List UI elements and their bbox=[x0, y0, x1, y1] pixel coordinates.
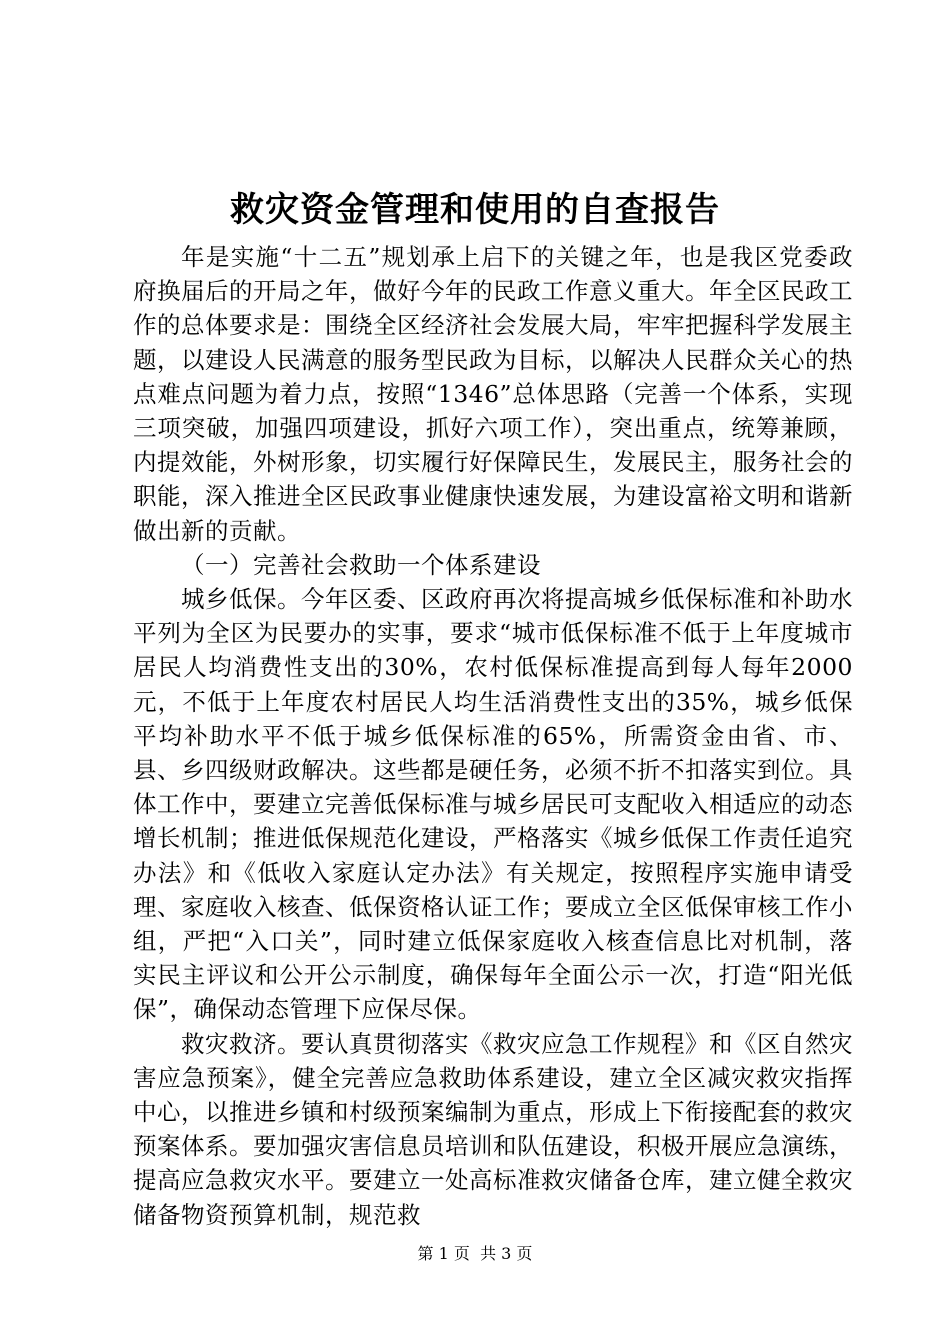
disaster-relief-paragraph: 救灾救济。要认真贯彻落实《救灾应急工作规程》和《区自然灾害应急预案》，健全完善应急救助体系建设，建立全区减灾救灾指挥中心，以推进乡镇和村级预案编制为重点，形成上下衔接配套的救灾预案体系。要加强灾害信息员培训和队伍建设，积极开展应急演练，提高应急救灾水平。要建立一处高标准救灾储备仓库，建立健全救灾储备物资预算机制，规范救 bbox=[133, 1029, 853, 1229]
document-body bbox=[133, 240, 853, 1232]
section-heading: （一）完善社会救助一个体系建设 bbox=[181, 550, 541, 579]
page-footer bbox=[0, 1242, 950, 1266]
intro-paragraph: 年是实施“十二五”规划承上启下的关键之年，也是我区党委政府换届后的开局之年，做好今年的民政工作意义重大。年全区民政工作的总体要求是：围绕全区经济社会发展大局，牢牢把握科学发展主题，以建设人民满意的服务型民政为目标，以解决人民群众关心的热点难点问题为着力点，按照“1346”总体思路（完善一个体系，实现三项突破，加强四项建设，抓好六项工作），突出重点，统筹兼顾，内提效能，外树形象，切实履行好保障民生，发展民主，服务社会的职能，深入推进全区民政事业健康快速发展，为建设富裕文明和谐新做出新的贡献。 bbox=[133, 243, 853, 545]
document-title: 救灾资金管理和使用的自查报告 bbox=[230, 190, 720, 230]
page-number: 第 1 页 共 3 页 bbox=[417, 1244, 533, 1263]
subsistence-paragraph: 城乡低保。今年区委、区政府再次将提高城乡低保标准和补助水平列为全区为民要办的实事，要求“城市低保标准不低于上年度城市居民人均消费性支出的30%，农村低保标准提高到每人每年2000元，不低于上年度农村居民人均生活消费性支出的35%，城乡低保平均补助水平不低于城乡低保标准的65%，所需资金由省、市、县、乡四级财政解决。这些都是硬任务，必须不折不扣落实到位。具体工作中，要建立完善低保标准与城乡居民可支配收入相适应的动态增长机制；推进低保规范化建设，严格落实《城乡低保工作责任追究办法》和《低收入家庭认定办法》有关规定，按照程序实施申请受理、家庭收入核查、低保资格认证工作；要成立全区低保审核工作小组，严把“入口关”，同时建立低保家庭收入核查信息比对机制，落实民主评议和公开公示制度，确保每年全面公示一次，打造“阳光低保”，确保动态管理下应保尽保。 bbox=[133, 585, 853, 1024]
